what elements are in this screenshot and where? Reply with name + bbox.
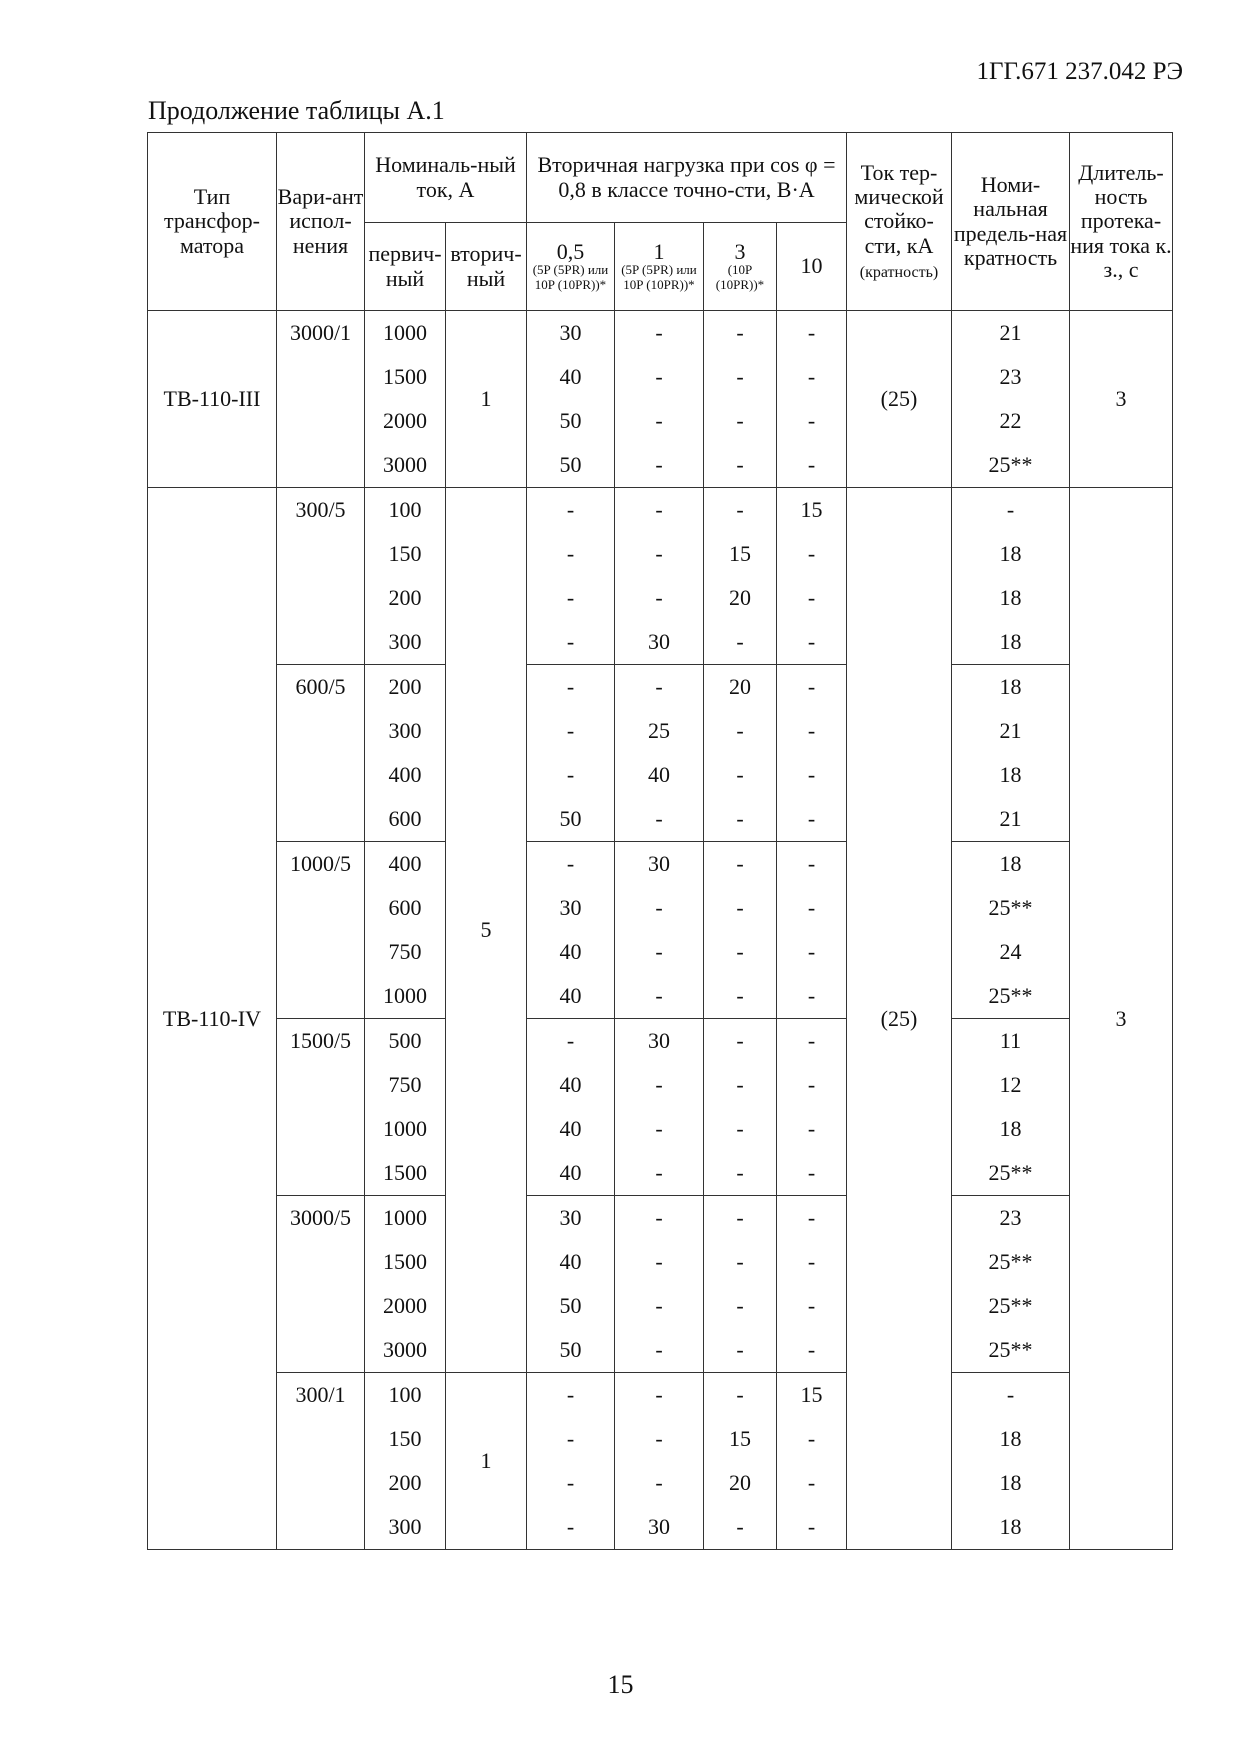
cell-class-0-5: - <box>527 576 615 620</box>
cell-class-1: 30 <box>615 620 704 665</box>
cell-class-10: - <box>777 1240 847 1284</box>
cell-class-10: - <box>777 311 847 356</box>
cell-class-3: - <box>704 1151 777 1196</box>
cell-rated-ratio: 18 <box>952 620 1070 665</box>
cell-class-0-5: - <box>527 665 615 710</box>
cell-type: ТВ-110-IV <box>148 488 277 1550</box>
cell-class-3: 15 <box>704 1417 777 1461</box>
cell-class-1: - <box>615 1284 704 1328</box>
cell-variant: 300/5 <box>277 488 365 665</box>
cell-rated-ratio: 21 <box>952 709 1070 753</box>
document-code: 1ГГ.671 237.042 РЭ <box>976 58 1183 85</box>
cell-class-0-5: 40 <box>527 1151 615 1196</box>
cell-class-3: - <box>704 1505 777 1550</box>
cell-class-1: - <box>615 399 704 443</box>
cell-rated-ratio: 25** <box>952 1328 1070 1373</box>
specification-table <box>147 132 1173 1550</box>
cell-class-0-5: - <box>527 488 615 533</box>
cell-secondary: 1 <box>446 311 527 488</box>
table-row <box>148 842 1173 887</box>
cell-primary: 3000 <box>365 1328 446 1373</box>
cell-class-1: - <box>615 532 704 576</box>
cell-class-0-5: 50 <box>527 399 615 443</box>
cell-class-0-5: 50 <box>527 1328 615 1373</box>
cell-rated-ratio: 25** <box>952 1151 1070 1196</box>
cell-class-10: - <box>777 797 847 842</box>
page-number: 15 <box>607 1670 634 1699</box>
cell-rated-ratio: 18 <box>952 1461 1070 1505</box>
cell-primary: 600 <box>365 797 446 842</box>
cell-primary: 750 <box>365 930 446 974</box>
cell-secondary: 1 <box>446 1373 527 1550</box>
table-row <box>148 311 1173 356</box>
header-secondary: вторич-ный <box>446 223 527 311</box>
cell-variant: 1000/5 <box>277 842 365 1019</box>
cell-class-3: - <box>704 399 777 443</box>
cell-class-10: - <box>777 1196 847 1241</box>
class-0-5-note: (5P (5PR) или 10P (10PR))* <box>532 262 609 293</box>
cell-class-0-5: 40 <box>527 930 615 974</box>
cell-class-3: - <box>704 930 777 974</box>
cell-class-0-5: 40 <box>527 1240 615 1284</box>
cell-rated-ratio: 21 <box>952 797 1070 842</box>
cell-class-3: - <box>704 1019 777 1064</box>
cell-class-0-5: 30 <box>527 311 615 356</box>
cell-class-10: - <box>777 443 847 488</box>
cell-class-10: - <box>777 1151 847 1196</box>
cell-class-1: - <box>615 1417 704 1461</box>
cell-rated-ratio: 18 <box>952 753 1070 797</box>
cell-class-3: 20 <box>704 665 777 710</box>
cell-class-3: - <box>704 797 777 842</box>
cell-class-3: - <box>704 1107 777 1151</box>
cell-class-3: - <box>704 1196 777 1241</box>
cell-secondary: 5 <box>446 488 527 1373</box>
cell-primary: 300 <box>365 620 446 665</box>
cell-class-0-5: - <box>527 1417 615 1461</box>
cell-class-0-5: 40 <box>527 1107 615 1151</box>
cell-class-3: - <box>704 1284 777 1328</box>
cell-rated-ratio: 18 <box>952 532 1070 576</box>
cell-class-10: - <box>777 930 847 974</box>
cell-rated-ratio: 18 <box>952 665 1070 710</box>
cell-class-10: - <box>777 1417 847 1461</box>
cell-class-1: 25 <box>615 709 704 753</box>
cell-class-3: - <box>704 886 777 930</box>
cell-variant: 300/1 <box>277 1373 365 1550</box>
cell-class-10: - <box>777 753 847 797</box>
cell-class-10: - <box>777 886 847 930</box>
table-row <box>148 665 1173 710</box>
cell-class-10: - <box>777 665 847 710</box>
cell-class-3: - <box>704 488 777 533</box>
header-class-10: 10 <box>777 223 847 311</box>
cell-primary: 1000 <box>365 974 446 1019</box>
cell-class-3: - <box>704 974 777 1019</box>
cell-primary: 300 <box>365 709 446 753</box>
cell-class-10: - <box>777 1505 847 1550</box>
header-class-0-5 <box>527 223 615 311</box>
table-row <box>148 1196 1173 1241</box>
cell-primary: 200 <box>365 1461 446 1505</box>
cell-rated-ratio: 25** <box>952 443 1070 488</box>
cell-primary: 1000 <box>365 1196 446 1241</box>
header-thermal-note: (кратность) <box>859 263 939 281</box>
cell-class-10: 15 <box>777 1373 847 1418</box>
table-caption: Продолжение таблицы А.1 <box>148 96 445 125</box>
cell-class-1: 40 <box>615 753 704 797</box>
class-3-label: 3 <box>734 239 746 265</box>
cell-class-1: 30 <box>615 1505 704 1550</box>
cell-primary: 200 <box>365 576 446 620</box>
cell-class-0-5: - <box>527 753 615 797</box>
cell-class-1: - <box>615 974 704 1019</box>
header-duration: Длитель-ность протека-ния тока к. з., с <box>1070 133 1173 311</box>
cell-class-0-5: - <box>527 842 615 887</box>
cell-class-1: - <box>615 1151 704 1196</box>
cell-class-3: - <box>704 355 777 399</box>
class-1-note: (5P (5PR) или 10P (10PR))* <box>621 262 697 293</box>
cell-class-1: - <box>615 886 704 930</box>
cell-class-1: 30 <box>615 842 704 887</box>
cell-class-3: - <box>704 1240 777 1284</box>
header-class-1 <box>615 223 704 311</box>
cell-type: ТВ-110-III <box>148 311 277 488</box>
cell-class-1: - <box>615 311 704 356</box>
cell-class-10: - <box>777 532 847 576</box>
cell-primary: 1000 <box>365 1107 446 1151</box>
cell-class-3: 20 <box>704 576 777 620</box>
cell-class-3: 20 <box>704 1461 777 1505</box>
cell-duration: 3 <box>1070 488 1173 1550</box>
cell-class-1: - <box>615 1373 704 1418</box>
cell-primary: 1500 <box>365 1151 446 1196</box>
cell-class-0-5: 40 <box>527 1063 615 1107</box>
cell-thermal-current: (25) <box>847 311 952 488</box>
cell-class-0-5: 30 <box>527 886 615 930</box>
cell-class-1: - <box>615 665 704 710</box>
header-rated-ratio: Номи-нальная предель-ная кратность <box>952 133 1070 311</box>
cell-rated-ratio: 24 <box>952 930 1070 974</box>
header-variant: Вари-ант испол-нения <box>277 133 365 311</box>
cell-class-3: - <box>704 1373 777 1418</box>
cell-class-1: - <box>615 1461 704 1505</box>
cell-class-0-5: 50 <box>527 797 615 842</box>
header-thermal-current <box>847 133 952 311</box>
cell-class-3: - <box>704 311 777 356</box>
cell-class-1: - <box>615 1063 704 1107</box>
cell-primary: 300 <box>365 1505 446 1550</box>
table-header <box>148 133 1173 311</box>
cell-variant: 1500/5 <box>277 1019 365 1196</box>
cell-class-1: - <box>615 1328 704 1373</box>
cell-primary: 100 <box>365 488 446 533</box>
cell-rated-ratio: 21 <box>952 311 1070 356</box>
header-class-3 <box>704 223 777 311</box>
cell-primary: 200 <box>365 665 446 710</box>
cell-class-10: - <box>777 576 847 620</box>
cell-rated-ratio: 18 <box>952 1107 1070 1151</box>
table-body <box>148 311 1173 1550</box>
cell-class-1: 30 <box>615 1019 704 1064</box>
cell-class-1: - <box>615 930 704 974</box>
cell-class-3: - <box>704 620 777 665</box>
cell-primary: 400 <box>365 753 446 797</box>
table-row <box>148 1019 1173 1064</box>
cell-class-0-5: 40 <box>527 974 615 1019</box>
cell-class-3: - <box>704 443 777 488</box>
cell-class-3: - <box>704 842 777 887</box>
cell-variant: 600/5 <box>277 665 365 842</box>
cell-class-10: - <box>777 1063 847 1107</box>
cell-primary: 150 <box>365 532 446 576</box>
cell-rated-ratio: 18 <box>952 576 1070 620</box>
header-primary: первич-ный <box>365 223 446 311</box>
cell-duration: 3 <box>1070 311 1173 488</box>
cell-thermal-current: (25) <box>847 488 952 1550</box>
class-1-label: 1 <box>653 239 665 265</box>
cell-class-1: - <box>615 1240 704 1284</box>
cell-class-0-5: 50 <box>527 443 615 488</box>
cell-class-0-5: 50 <box>527 1284 615 1328</box>
cell-class-10: - <box>777 1019 847 1064</box>
cell-class-10: 15 <box>777 488 847 533</box>
cell-class-10: - <box>777 355 847 399</box>
cell-class-0-5: - <box>527 1505 615 1550</box>
cell-rated-ratio: 25** <box>952 1240 1070 1284</box>
cell-variant: 3000/1 <box>277 311 365 488</box>
cell-class-0-5: 30 <box>527 1196 615 1241</box>
cell-rated-ratio: - <box>952 1373 1070 1418</box>
cell-primary: 1500 <box>365 355 446 399</box>
cell-class-10: - <box>777 709 847 753</box>
cell-rated-ratio: - <box>952 488 1070 533</box>
cell-class-10: - <box>777 974 847 1019</box>
cell-rated-ratio: 18 <box>952 1417 1070 1461</box>
cell-primary: 2000 <box>365 1284 446 1328</box>
cell-class-10: - <box>777 399 847 443</box>
cell-class-1: - <box>615 1107 704 1151</box>
cell-class-3: - <box>704 1328 777 1373</box>
cell-class-3: - <box>704 1063 777 1107</box>
cell-class-0-5: - <box>527 532 615 576</box>
cell-rated-ratio: 11 <box>952 1019 1070 1064</box>
cell-rated-ratio: 23 <box>952 355 1070 399</box>
table-row <box>148 488 1173 533</box>
cell-class-10: - <box>777 1107 847 1151</box>
cell-primary: 1000 <box>365 311 446 356</box>
cell-class-0-5: - <box>527 620 615 665</box>
cell-class-0-5: - <box>527 1019 615 1064</box>
header-rated-current: Номиналь-ный ток, А <box>365 133 527 223</box>
cell-class-1: - <box>615 488 704 533</box>
cell-primary: 2000 <box>365 399 446 443</box>
cell-primary: 100 <box>365 1373 446 1418</box>
cell-rated-ratio: 12 <box>952 1063 1070 1107</box>
class-3-note: (10P (10PR))* <box>715 262 765 293</box>
cell-class-1: - <box>615 797 704 842</box>
cell-class-10: - <box>777 1284 847 1328</box>
cell-primary: 600 <box>365 886 446 930</box>
header-type: Тип трансфор-матора <box>148 133 277 311</box>
cell-class-3: - <box>704 709 777 753</box>
cell-class-10: - <box>777 1461 847 1505</box>
cell-primary: 750 <box>365 1063 446 1107</box>
cell-primary: 3000 <box>365 443 446 488</box>
cell-variant: 3000/5 <box>277 1196 365 1373</box>
cell-primary: 400 <box>365 842 446 887</box>
class-0-5-label: 0,5 <box>556 239 585 265</box>
cell-class-0-5: 40 <box>527 355 615 399</box>
cell-primary: 150 <box>365 1417 446 1461</box>
cell-primary: 500 <box>365 1019 446 1064</box>
cell-rated-ratio: 25** <box>952 974 1070 1019</box>
cell-class-1: - <box>615 355 704 399</box>
cell-class-10: - <box>777 1328 847 1373</box>
cell-rated-ratio: 22 <box>952 399 1070 443</box>
table-row <box>148 1373 1173 1418</box>
cell-class-3: 15 <box>704 532 777 576</box>
cell-class-10: - <box>777 620 847 665</box>
cell-class-10: - <box>777 842 847 887</box>
cell-rated-ratio: 18 <box>952 842 1070 887</box>
header-thermal-label: Ток тер-мической стойко-сти, кА <box>854 160 944 258</box>
cell-class-0-5: - <box>527 1461 615 1505</box>
cell-rated-ratio: 18 <box>952 1505 1070 1550</box>
header-secondary-load: Вторичная нагрузка при cos φ = 0,8 в классе точно-сти, В·А <box>527 133 847 223</box>
cell-class-3: - <box>704 753 777 797</box>
cell-class-0-5: - <box>527 1373 615 1418</box>
cell-rated-ratio: 23 <box>952 1196 1070 1241</box>
cell-class-0-5: - <box>527 709 615 753</box>
cell-class-1: - <box>615 1196 704 1241</box>
cell-rated-ratio: 25** <box>952 1284 1070 1328</box>
cell-class-1: - <box>615 576 704 620</box>
cell-class-1: - <box>615 443 704 488</box>
cell-rated-ratio: 25** <box>952 886 1070 930</box>
cell-primary: 1500 <box>365 1240 446 1284</box>
